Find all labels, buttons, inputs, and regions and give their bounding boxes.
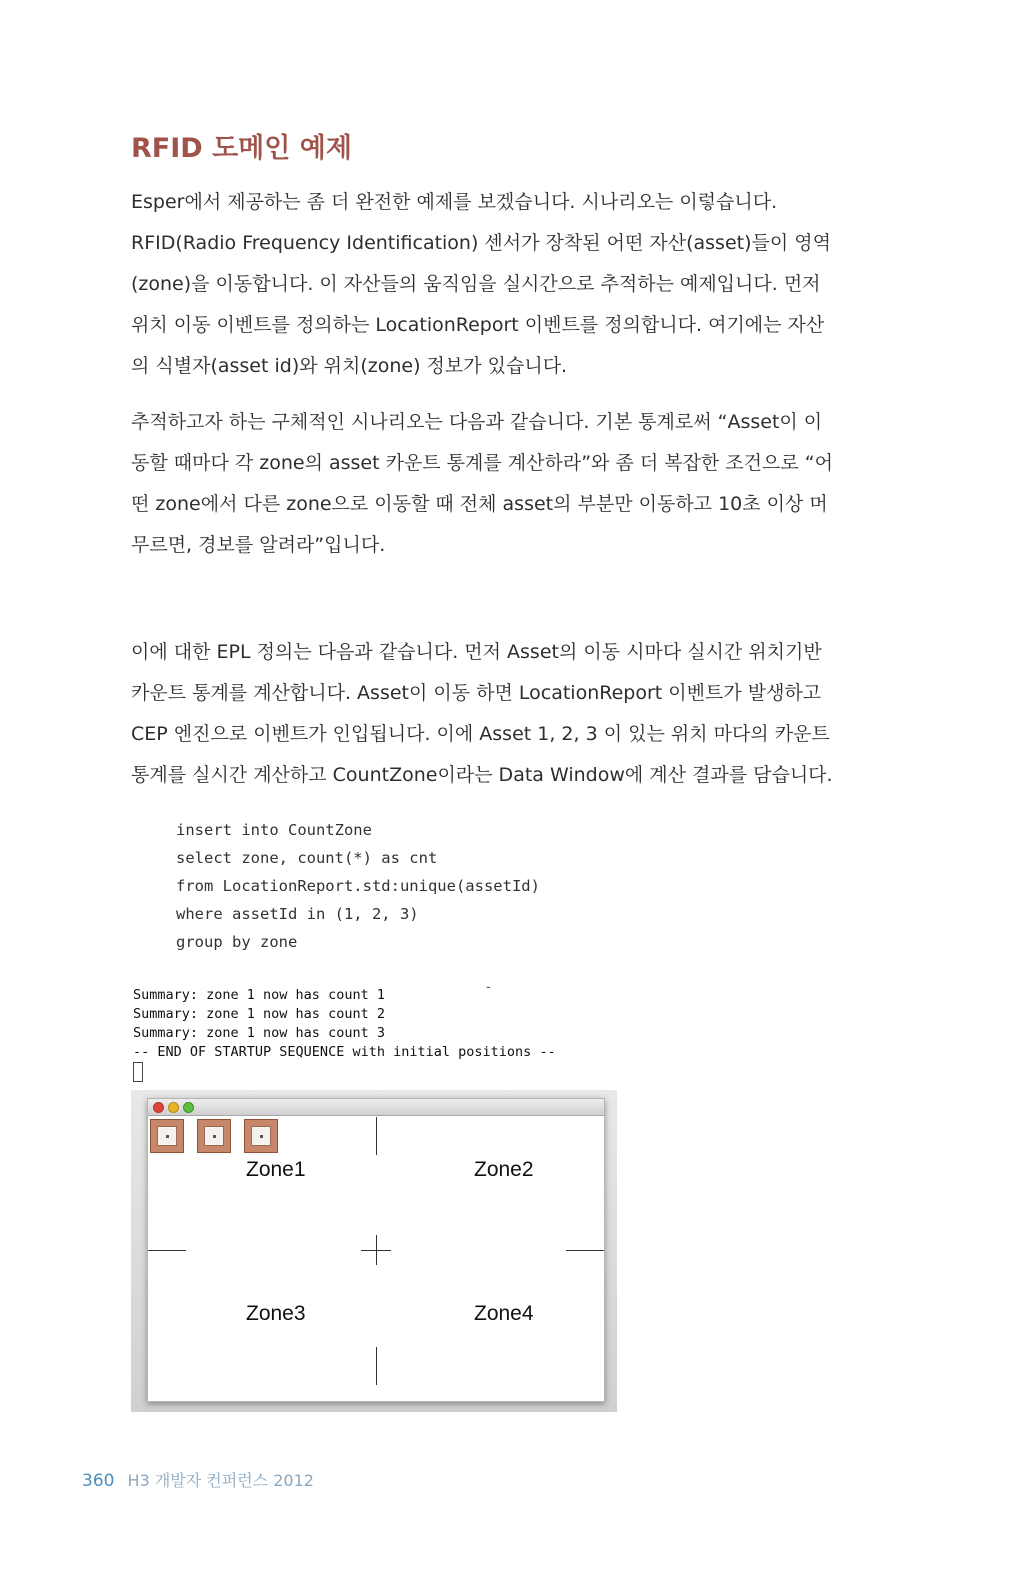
paragraph-line: (zone)을 이동합니다. 이 자산들의 움직임을 실시간으로 추적하는 예제입니다. 먼저 xyxy=(131,273,821,295)
terminal-line: Summary: zone 1 now has count 1 xyxy=(133,987,385,1003)
asset-icon[interactable] xyxy=(244,1119,278,1153)
zone-label-3: Zone3 xyxy=(246,1302,306,1325)
center-crosshair-v xyxy=(376,1235,377,1265)
paragraph-line: 동할 때마다 각 zone의 asset 카운트 통계를 계산하라”와 좀 더 복잡한 조건으로 “어 xyxy=(131,452,833,474)
code-line: where assetId in (1, 2, 3) xyxy=(176,905,419,923)
paragraph-line: 떤 zone에서 다른 zone으로 이동할 때 전체 asset의 부분만 이동하고 10초 이상 머 xyxy=(131,493,828,515)
zone-window xyxy=(147,1098,605,1402)
zone-divider-top xyxy=(376,1117,377,1155)
paragraph-line: 위치 이동 이벤트를 정의하는 LocationReport 이벤트를 정의합니다. 여기에는 자산 xyxy=(131,314,825,336)
window-titlebar[interactable] xyxy=(148,1099,604,1116)
close-button[interactable] xyxy=(153,1102,164,1113)
paragraph-line: 통계를 실시간 계산하고 CountZone이라는 Data Window에 계산 결과를 담습니다. xyxy=(131,764,833,786)
terminal-line: Summary: zone 1 now has count 2 xyxy=(133,1006,385,1022)
section-heading: RFID 도메인 예제 xyxy=(131,133,352,164)
zoom-button[interactable] xyxy=(183,1102,194,1113)
paragraph-scenario xyxy=(131,402,871,566)
zone-divider-left xyxy=(148,1250,186,1251)
paragraph-line: 추적하고자 하는 구체적인 시나리오는 다음과 같습니다. 기본 통계로써 “Asset이 이 xyxy=(131,411,823,433)
code-line: group by zone xyxy=(176,933,298,951)
paragraph-line: 이에 대한 EPL 정의는 다음과 같습니다. 먼저 Asset의 이동 시마다 실시간 위치기반 xyxy=(131,641,822,663)
paragraph-line: 카운트 통계를 계산합니다. Asset이 이동 하면 LocationReport 이벤트가 발생하고 xyxy=(131,682,822,704)
zone-divider-right xyxy=(566,1250,604,1251)
paragraph-line: Esper에서 제공하는 좀 더 완전한 예제를 보겠습니다. 시나리오는 이렇습니다. xyxy=(131,191,778,213)
zone-divider-bottom xyxy=(376,1347,377,1385)
terminal-cursor xyxy=(133,1062,143,1082)
terminal-dash: - xyxy=(486,980,491,995)
zone-label-1: Zone1 xyxy=(246,1158,306,1181)
terminal-line: -- END OF STARTUP SEQUENCE with initial positions -- xyxy=(133,1044,556,1060)
paragraph-line: RFID(Radio Frequency Identification) 센서가 장착된 어떤 자산(asset)들이 영역 xyxy=(131,232,831,254)
zone-window-screenshot xyxy=(131,1090,617,1412)
paragraph-line: 의 식별자(asset id)와 위치(zone) 정보가 있습니다. xyxy=(131,355,568,377)
code-line: insert into CountZone xyxy=(176,821,372,839)
paragraph-epl xyxy=(131,632,871,796)
minimize-button[interactable] xyxy=(168,1102,179,1113)
asset-icon[interactable] xyxy=(150,1119,184,1153)
page-footer xyxy=(82,1468,314,1491)
footer-title: H3 개발자 컨퍼런스 2012 xyxy=(127,1471,314,1490)
terminal-line: Summary: zone 1 now has count 3 xyxy=(133,1025,385,1041)
page-number: 360 xyxy=(82,1471,115,1491)
zone-label-2: Zone2 xyxy=(474,1158,534,1181)
paragraph-line: CEP 엔진으로 이벤트가 인입됩니다. 이에 Asset 1, 2, 3 이 있는 위치 마다의 카운트 xyxy=(131,723,830,745)
paragraph-intro xyxy=(131,182,871,387)
code-line: from LocationReport.std:unique(assetId) xyxy=(176,877,540,895)
asset-icon[interactable] xyxy=(197,1119,231,1153)
terminal-output xyxy=(133,986,556,1062)
epl-code-block xyxy=(176,816,540,956)
code-line: select zone, count(*) as cnt xyxy=(176,849,438,867)
zone-label-4: Zone4 xyxy=(474,1302,534,1325)
paragraph-line: 무르면, 경보를 알려라”입니다. xyxy=(131,534,386,556)
